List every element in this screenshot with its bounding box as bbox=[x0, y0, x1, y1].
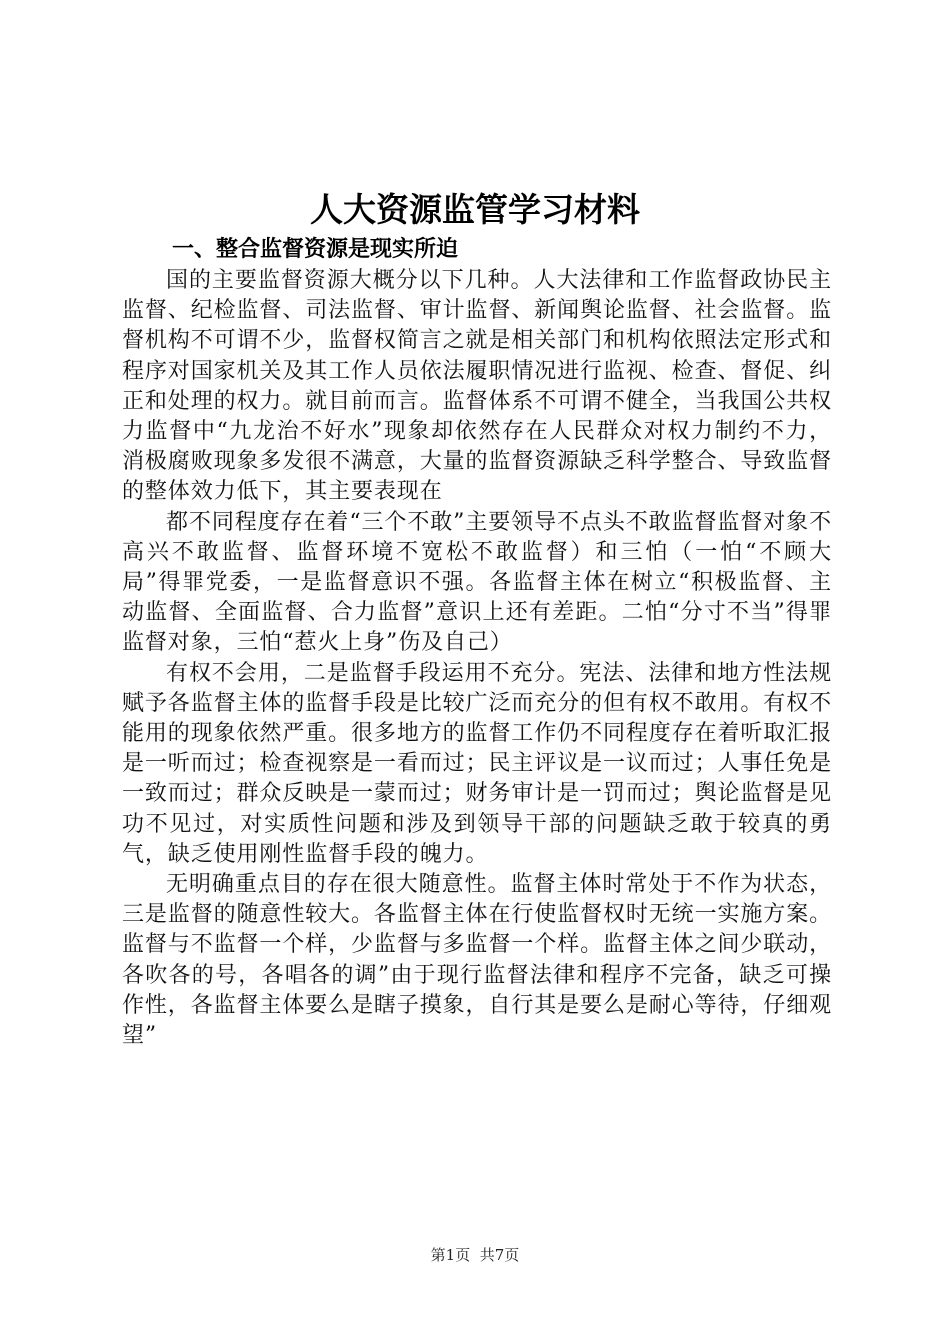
paragraph-1: 国的主要监督资源大概分以下几种。人大法律和工作监督政协民主监督、纪检监督、司法监督、审计监督、新闻舆论监督、社会监督。监督机构不可谓不少，监督权简言之就是相关部门和机构依照法定形式和程序对国家机关及其工作人员依法履职情况进行监视、检查、督促、纠正和处理的权力。就目前而言。监督体系不可谓不健全，当我国公共权力监督中“九龙治不好水”现象却依然存在人民群众对权力制约不力，消极腐败现象多发很不满意，大量的监督资源缺乏科学整合、导致监督的整体效力低下，其主要表现在 bbox=[122, 268, 832, 505]
document-title: 人大资源监管学习材料 bbox=[310, 190, 640, 229]
paragraph-3: 有权不会用，二是监督手段运用不充分。宪法、法律和地方性法规赋予各监督主体的监督手段是比较广泛而充分的但有权不敢用。有权不能用的现象依然严重。很多地方的监督工作仍不同程度存在着听取汇报是一听而过；检查视察是一看而过；民主评议是一议而过；人事任免是一致而过；群众反映是一蒙而过；财务审计是一罚而过；舆论监督是见功不见过，对实质性问题和涉及到领导干部的问题缺乏敢于较真的勇气，缺乏使用刚性监督手段的魄力。 bbox=[122, 660, 832, 867]
section-heading: 一、整合监督资源是现实所迫 bbox=[172, 237, 459, 262]
page-number: 第1页 bbox=[430, 1246, 471, 1264]
paragraph-2: 都不同程度存在着“三个不敢”主要领导不点头不敢监督监督对象不高兴不敢监督、监督环境不宽松不敢监督）和三怕（一怕“不顾大局”得罪党委，一是监督意识不强。各监督主体在树立“积极监督、主动监督、全面监督、合力监督”意识上还有差距。二怕“分寸不当”得罪监督对象，三怕“惹火上身”伤及自己） bbox=[122, 509, 832, 656]
footer-spacer bbox=[470, 1246, 480, 1264]
document-body bbox=[122, 234, 832, 1051]
page-footer bbox=[0, 1244, 950, 1266]
paragraph-4: 无明确重点目的存在很大随意性。监督主体时常处于不作为状态，三是监督的随意性较大。各监督主体在行使监督权时无统一实施方案。监督与不监督一个样，少监督与多监督一个样。监督主体之间少联动，各吹各的号，各唱各的调”由于现行监督法律和程序不完备，缺乏可操作性，各监督主体要么是瞎子摸象，自行其是要么是耐心等待，仔细观望” bbox=[122, 872, 832, 1049]
page-total: 共7页 bbox=[479, 1246, 520, 1264]
